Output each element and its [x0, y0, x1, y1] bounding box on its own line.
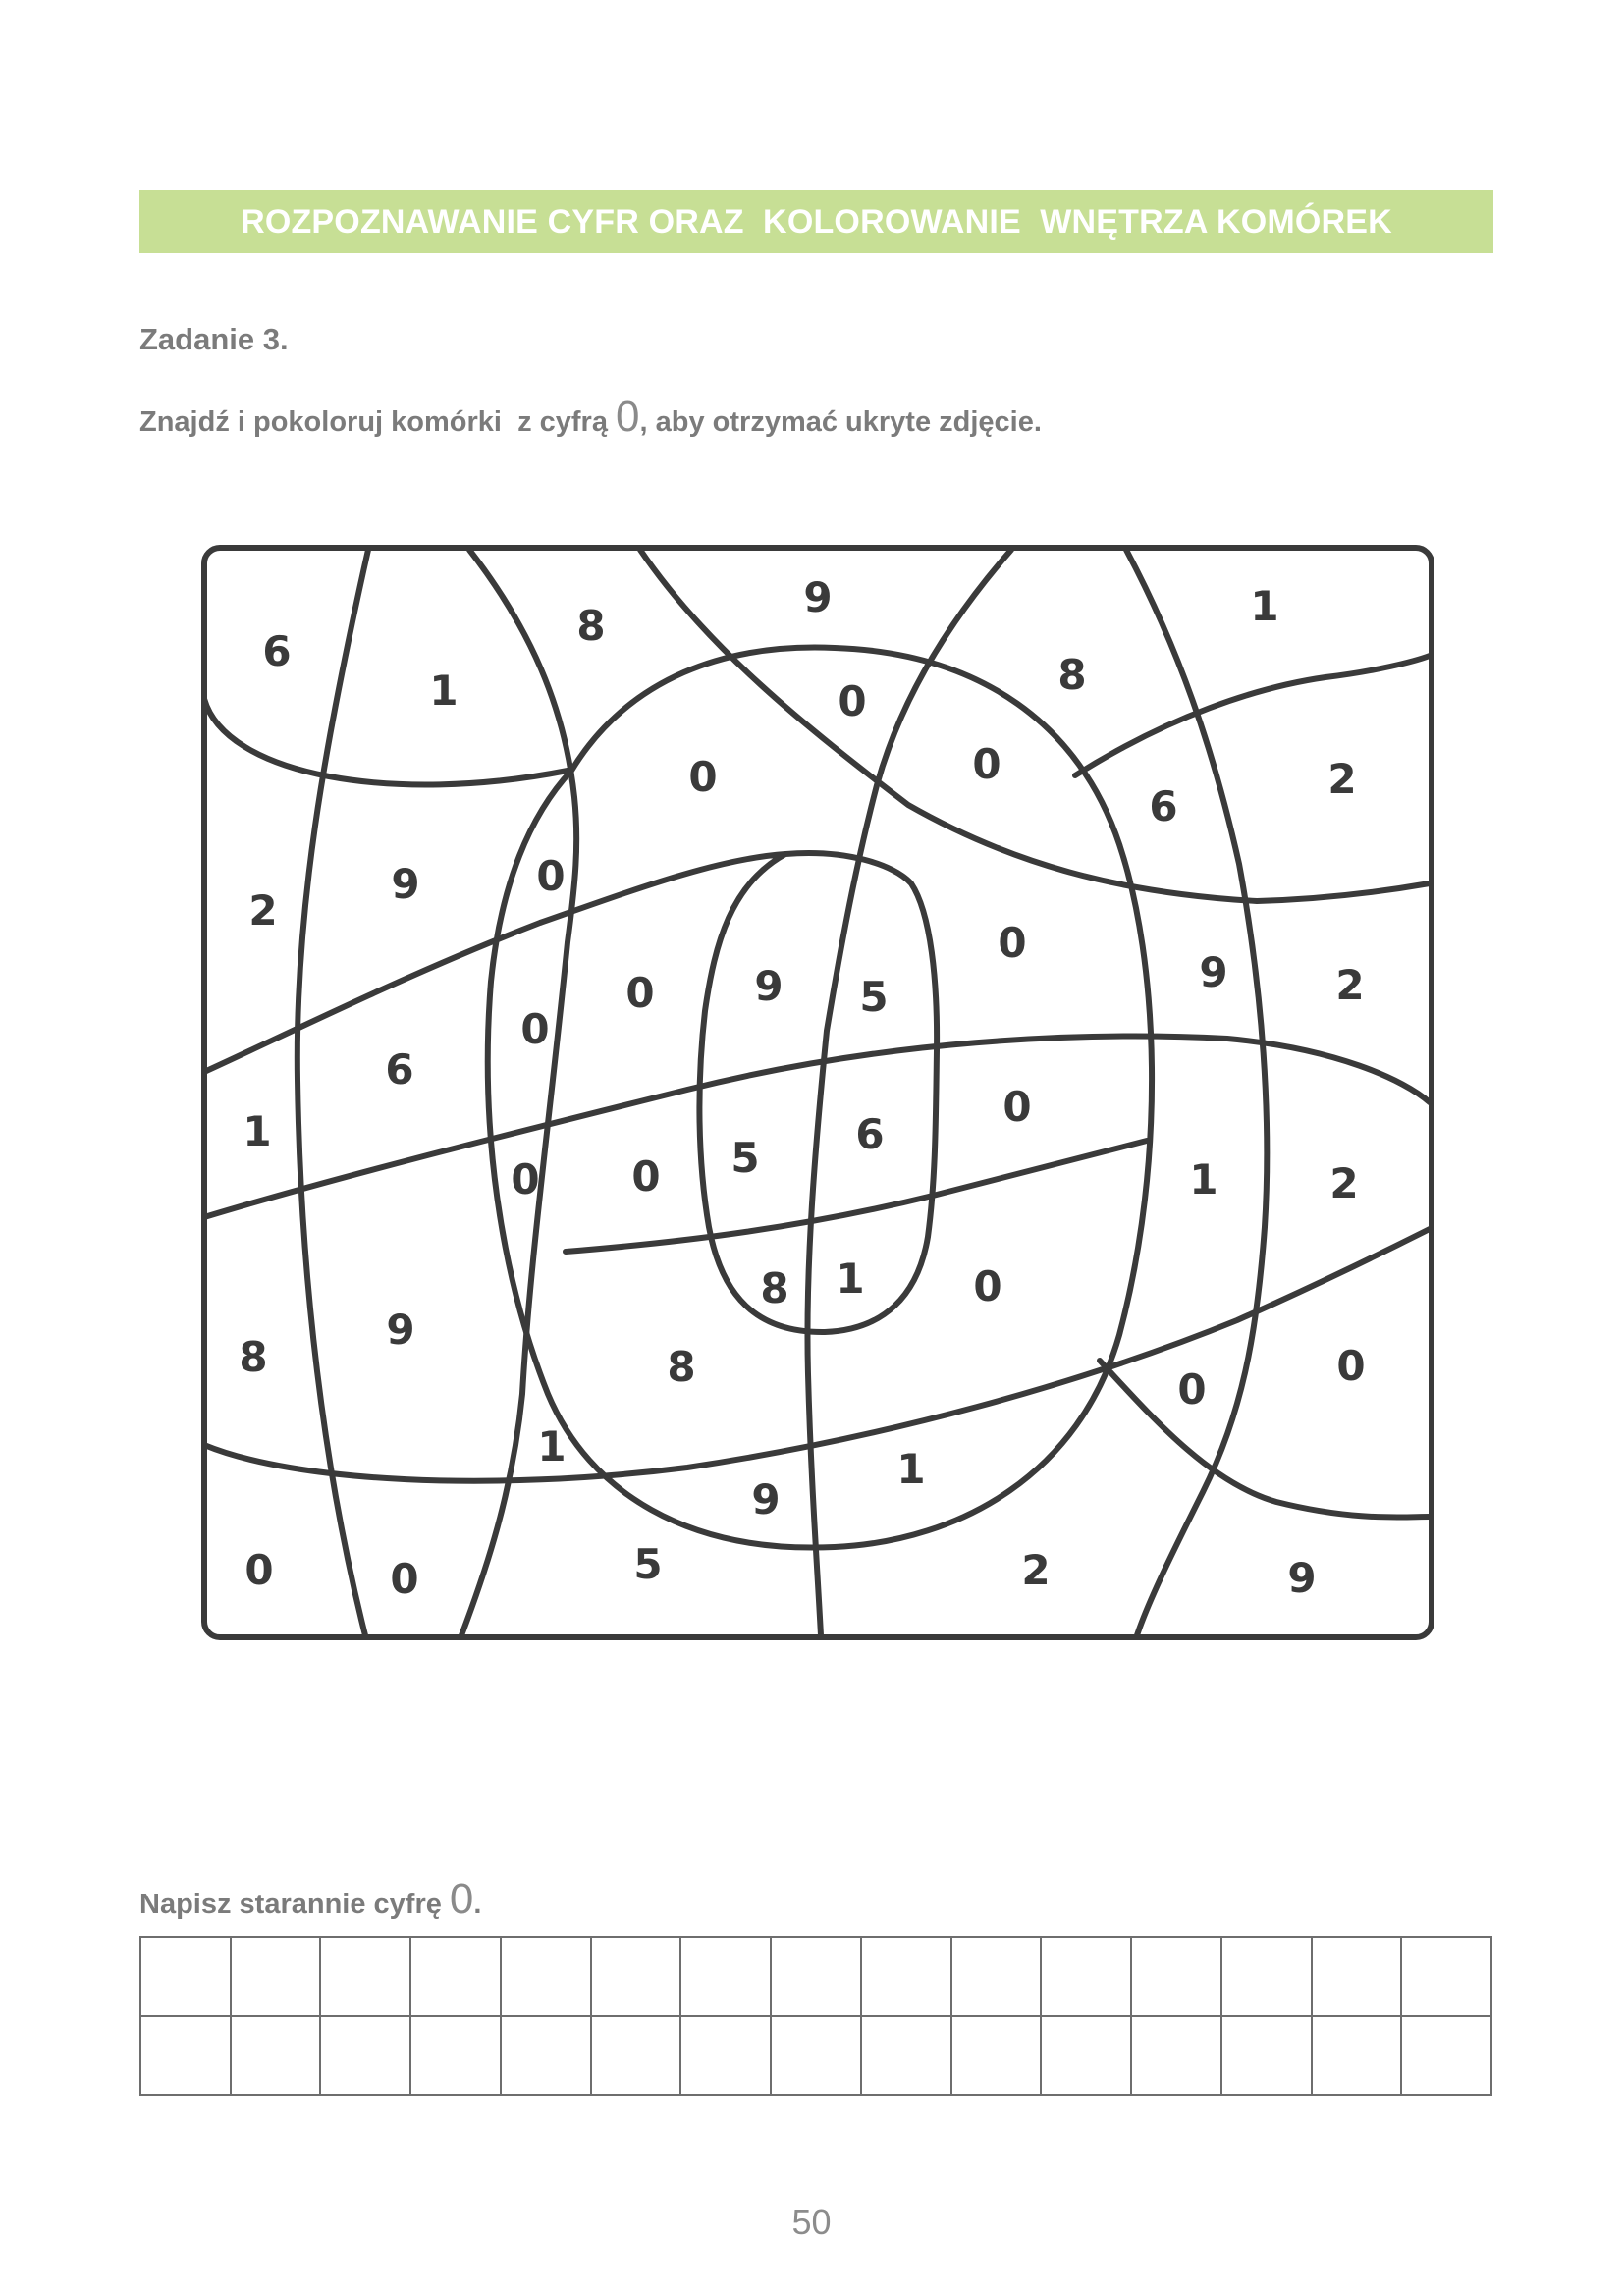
puzzle-cell-number[interactable]: 9 — [754, 962, 784, 1010]
writing-cell[interactable] — [1132, 2017, 1222, 2097]
puzzle-cell-number[interactable]: 0 — [973, 1262, 1002, 1310]
puzzle-cell-number[interactable]: 1 — [896, 1445, 926, 1493]
writing-cell[interactable] — [952, 2017, 1043, 2097]
writing-cell[interactable] — [952, 1938, 1043, 2017]
instruction-digit: 0 — [616, 393, 640, 441]
puzzle-cell-number[interactable]: 2 — [1329, 1159, 1359, 1207]
writing-text-before: Napisz starannie cyfrę — [139, 1889, 450, 1920]
instruction-text-before: Znajdź i pokoloruj komórki z cyfrą — [139, 406, 617, 438]
writing-cell[interactable] — [232, 1938, 322, 2017]
puzzle-cell-number[interactable]: 5 — [633, 1540, 663, 1588]
puzzle-cell-number[interactable]: 0 — [998, 919, 1027, 967]
puzzle-cell-number[interactable]: 0 — [244, 1546, 274, 1594]
section-banner: ROZPOZNAWANIE CYFR ORAZ KOLOROWANIE WNĘTRZA KOMÓREK — [139, 190, 1493, 253]
puzzle-cell-number[interactable]: 0 — [536, 852, 566, 900]
writing-cell[interactable] — [321, 1938, 411, 2017]
puzzle-cell-number[interactable]: 9 — [751, 1475, 781, 1523]
writing-cell[interactable] — [1222, 1938, 1313, 2017]
puzzle-cell-number[interactable]: 9 — [391, 860, 420, 908]
writing-cell[interactable] — [141, 1938, 232, 2017]
puzzle-cell-number[interactable]: 0 — [1336, 1342, 1366, 1390]
writing-digit: 0 — [449, 1875, 474, 1923]
puzzle-cell-number[interactable]: 1 — [1189, 1155, 1218, 1203]
writing-cell[interactable] — [681, 2017, 772, 2097]
puzzle-cell-number[interactable]: 0 — [972, 740, 1001, 788]
puzzle-cell-number[interactable]: 6 — [262, 627, 292, 675]
writing-cell[interactable] — [1402, 1938, 1492, 2017]
puzzle-cell-number[interactable]: 8 — [1057, 651, 1087, 699]
puzzle-cell-number[interactable]: 1 — [1250, 582, 1279, 630]
puzzle-cell-number[interactable]: 6 — [385, 1045, 414, 1094]
writing-cell[interactable] — [411, 1938, 502, 2017]
writing-cell[interactable] — [1402, 2017, 1492, 2097]
puzzle-cell-number[interactable]: 0 — [838, 677, 867, 725]
writing-cell[interactable] — [232, 2017, 322, 2097]
puzzle-cell-number[interactable]: 0 — [511, 1155, 540, 1203]
puzzle-cell-number[interactable]: 5 — [730, 1134, 760, 1182]
puzzle-cell-number[interactable]: 2 — [1327, 755, 1357, 803]
writing-cell[interactable] — [411, 2017, 502, 2097]
writing-cell[interactable] — [862, 1938, 952, 2017]
puzzle-cell-number[interactable]: 0 — [1002, 1083, 1032, 1131]
puzzle-cell-number[interactable]: 6 — [855, 1110, 885, 1158]
puzzle-cell-number[interactable]: 8 — [760, 1264, 789, 1312]
puzzle-cell-number[interactable]: 1 — [429, 667, 459, 715]
writing-cell[interactable] — [1313, 1938, 1403, 2017]
writing-grid[interactable] — [139, 1936, 1492, 2096]
puzzle-cell-number[interactable]: 8 — [667, 1343, 696, 1391]
puzzle-cell-number[interactable]: 0 — [625, 969, 655, 1017]
writing-cell[interactable] — [681, 1938, 772, 2017]
puzzle-cell-number[interactable]: 2 — [248, 886, 278, 934]
puzzle-cell-number[interactable]: 9 — [1287, 1554, 1317, 1602]
puzzle-cell-number[interactable]: 0 — [631, 1152, 661, 1201]
writing-cell[interactable] — [1313, 2017, 1403, 2097]
puzzle-cell-number[interactable]: 9 — [386, 1306, 415, 1354]
puzzle-cell-number[interactable]: 5 — [859, 973, 889, 1021]
puzzle-cell-number[interactable]: 9 — [1199, 948, 1228, 996]
writing-cell[interactable] — [1132, 1938, 1222, 2017]
puzzle-cell-number[interactable]: 0 — [390, 1555, 419, 1603]
puzzle-cell-number[interactable]: 1 — [836, 1255, 865, 1303]
puzzle-cell-number[interactable]: 0 — [688, 753, 718, 801]
writing-text-after: . — [473, 1889, 482, 1920]
writing-cell[interactable] — [502, 1938, 592, 2017]
puzzle-cell-number[interactable]: 0 — [1177, 1365, 1207, 1414]
writing-instruction — [139, 1875, 481, 1924]
writing-cell[interactable] — [592, 1938, 682, 2017]
writing-cell[interactable] — [321, 2017, 411, 2097]
writing-cell[interactable] — [592, 2017, 682, 2097]
page-number: 50 — [791, 2202, 832, 2242]
writing-cell[interactable] — [772, 2017, 862, 2097]
puzzle-cell-number[interactable]: 0 — [520, 1005, 550, 1053]
writing-cell[interactable] — [1042, 1938, 1132, 2017]
writing-cell[interactable] — [1222, 2017, 1313, 2097]
puzzle-cell-number[interactable]: 8 — [576, 602, 606, 650]
instruction-text-after: , aby otrzymać ukryte zdjęcie. — [639, 406, 1042, 438]
puzzle-cell-number[interactable]: 2 — [1335, 961, 1365, 1009]
writing-cell[interactable] — [862, 2017, 952, 2097]
task-number: Zadanie 3. — [139, 322, 289, 356]
writing-cell[interactable] — [141, 2017, 232, 2097]
puzzle-cell-number[interactable]: 8 — [239, 1333, 268, 1381]
writing-cell[interactable] — [502, 2017, 592, 2097]
writing-cell[interactable] — [1042, 2017, 1132, 2097]
puzzle-cell-number[interactable]: 1 — [243, 1107, 272, 1155]
puzzle-cell-number[interactable]: 9 — [803, 573, 833, 621]
puzzle-cell-number[interactable]: 2 — [1021, 1546, 1051, 1594]
puzzle-cell-number[interactable]: 1 — [537, 1422, 567, 1470]
writing-cell[interactable] — [772, 1938, 862, 2017]
puzzle-cell-number[interactable]: 6 — [1149, 782, 1178, 830]
